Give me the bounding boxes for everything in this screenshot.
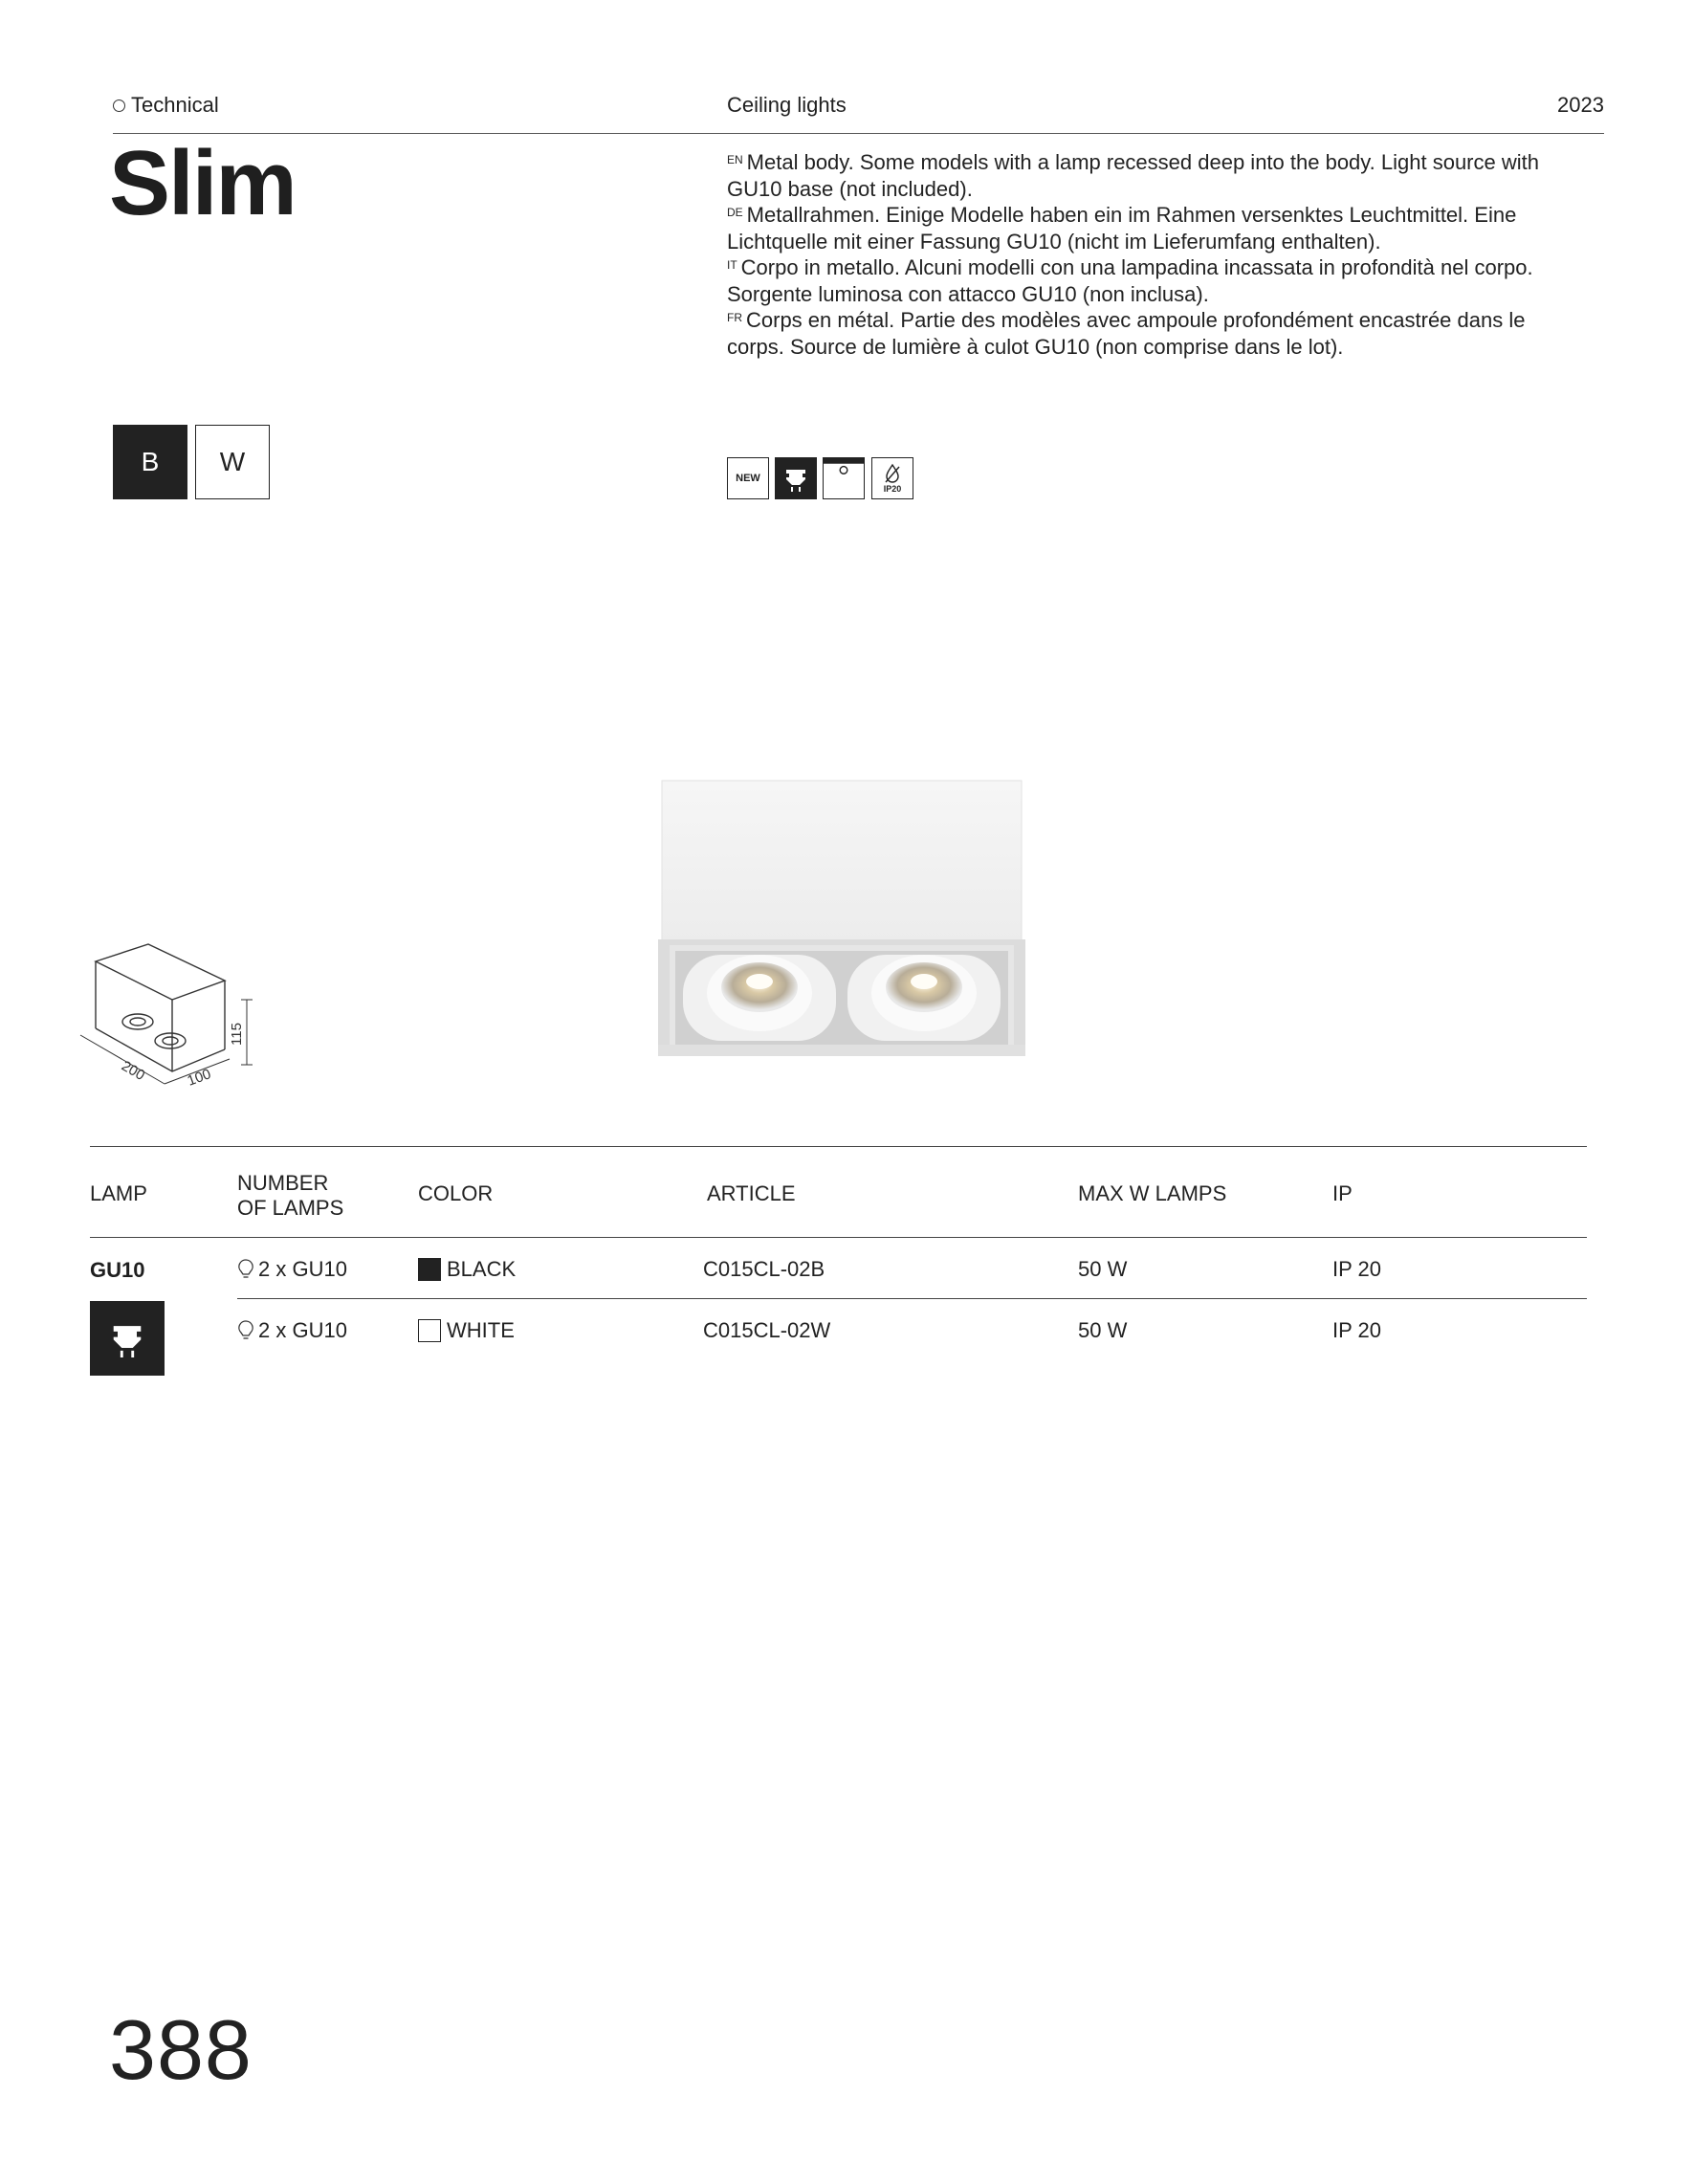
table-row-rule (237, 1298, 1587, 1299)
table-row-1-max-w: 50 W (1078, 1257, 1128, 1281)
header-number (237, 1171, 343, 1221)
ip20-label: IP20 (883, 484, 902, 494)
color-chip-black (418, 1258, 441, 1281)
table-row-2-number (237, 1318, 347, 1343)
section-label (113, 93, 219, 118)
description-en (727, 149, 1588, 202)
product-title: Slim (109, 132, 296, 234)
section-text: Technical (131, 93, 219, 117)
drop-icon (883, 463, 902, 484)
page-number: 388 (109, 2002, 253, 2097)
dimension-drawing (77, 933, 268, 1110)
table-row-2-max-w: 50 W (1078, 1318, 1128, 1342)
dimension-width: 100 (185, 1066, 213, 1090)
description-it-text: Corpo in metallo. Alcuni modelli con una lampadina incassata in profondità nel corpo. Sorgente luminosa con attacco GU10 (non inclusa). (727, 255, 1533, 306)
color-chip-white (418, 1319, 441, 1342)
ip20-icon (871, 457, 913, 499)
table-row-2-article: C015CL-02W (703, 1318, 831, 1342)
gu10-lamp-icon (90, 1301, 165, 1376)
ceiling-mount-icon (823, 457, 865, 499)
description-en-text: Metal body. Some models with a lamp recessed deep into the body. Light source with GU10 base (not included). (727, 150, 1539, 201)
dimension-height: 115 (229, 1023, 245, 1046)
header-number-line2: OF LAMPS (237, 1196, 344, 1220)
description-de-text: Metallrahmen. Einige Modelle haben ein im Rahmen versenktes Leuchtmittel. Eine Lichtquelle mit einer Fassung GU10 (nicht im Lieferumfang enthalten). (727, 203, 1517, 254)
swatch-white: W (195, 425, 270, 499)
swatch-black: B (113, 425, 187, 499)
dimension-length: 200 (119, 1057, 148, 1084)
table-row-2-color (418, 1318, 515, 1343)
lang-tag-it: IT (727, 258, 737, 272)
table-top-rule (90, 1146, 1587, 1147)
product-photo (658, 777, 1025, 1056)
table-row-2-ip: IP 20 (1332, 1318, 1381, 1342)
description-fr (727, 307, 1588, 360)
new-badge: NEW (727, 457, 769, 499)
year-label: 2023 (1557, 93, 1604, 117)
header-article: ARTICLE (707, 1181, 796, 1205)
header-color: COLOR (418, 1181, 494, 1205)
bulb-icon (237, 1258, 254, 1281)
header-number-line1: NUMBER (237, 1171, 329, 1195)
header-max-w: MAX W LAMPS (1078, 1181, 1227, 1205)
gu10-socket-icon (775, 457, 817, 499)
lang-tag-fr: FR (727, 311, 742, 324)
table-row-1-ip: IP 20 (1332, 1257, 1381, 1281)
description-de (727, 202, 1588, 254)
color-value: BLACK (447, 1257, 517, 1281)
lang-tag-de: DE (727, 206, 743, 219)
number-value: 2 x GU10 (258, 1257, 347, 1281)
number-value: 2 x GU10 (258, 1318, 347, 1342)
table-row-1-article: C015CL-02B (703, 1257, 825, 1281)
table-header-rule (90, 1237, 1587, 1238)
description-fr-text: Corps en métal. Partie des modèles avec ampoule profondément encastrée dans le corps. Source de lumière à culot GU10 (non comprise dans le lot). (727, 308, 1526, 359)
header-divider (113, 133, 1604, 134)
lamp-type: GU10 (90, 1258, 145, 1282)
header-lamp: LAMP (90, 1181, 147, 1205)
header-ip: IP (1332, 1181, 1353, 1205)
lang-tag-en: EN (727, 153, 743, 166)
circle-icon (113, 99, 125, 112)
product-description (727, 149, 1588, 360)
table-row-1-number (237, 1257, 347, 1282)
category-label: Ceiling lights (727, 93, 847, 117)
description-it (727, 254, 1588, 307)
table-row-1-color (418, 1257, 516, 1282)
bulb-icon (237, 1319, 254, 1342)
color-value: WHITE (447, 1318, 515, 1342)
